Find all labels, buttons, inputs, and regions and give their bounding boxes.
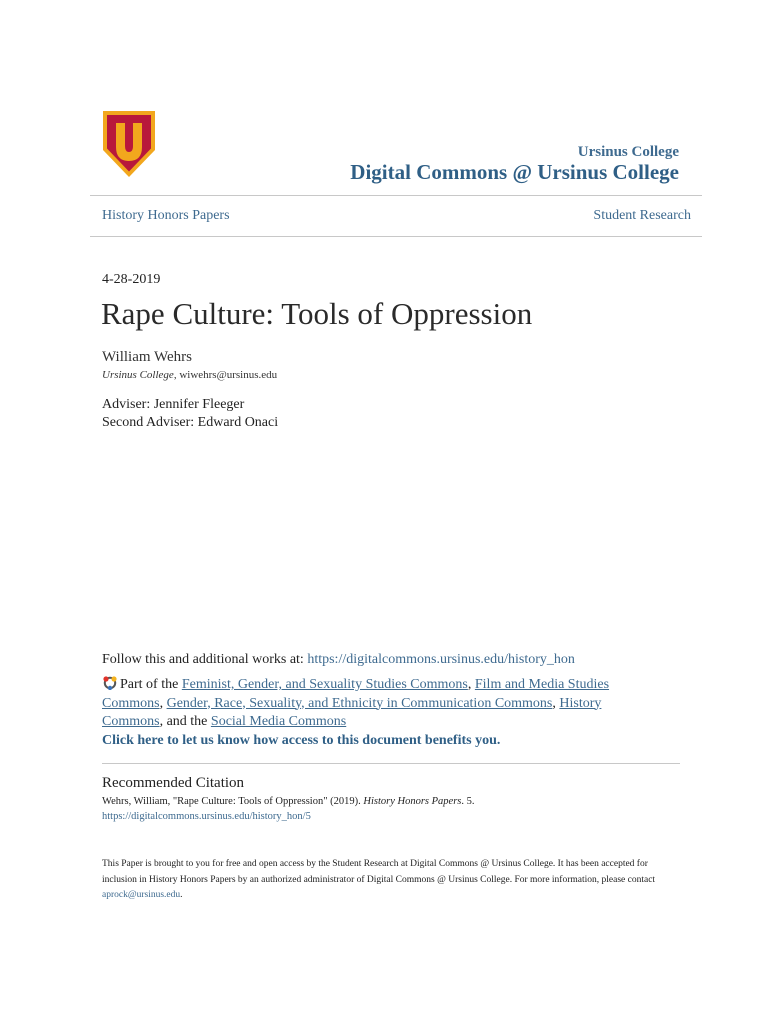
paper-title: Rape Culture: Tools of Oppression <box>101 296 533 331</box>
network-icon <box>102 676 118 690</box>
discipline-separator: , <box>552 695 560 711</box>
repository-name-link[interactable]: Digital Commons @ Ursinus College <box>350 160 679 184</box>
discipline-separator: , <box>467 677 475 692</box>
discipline-link-feminist-gender-sexuality[interactable]: Feminist, Gender, and Sexuality Studies Commons <box>181 677 468 692</box>
disciplines-prefix: Part of the <box>120 677 182 692</box>
author-email: wiwehrs@ursinus.edu <box>179 369 278 381</box>
series-link[interactable]: History Honors Papers <box>102 208 230 223</box>
citation-text-before: Wehrs, William, "Rape Culture: Tools of Oppression" (2019). <box>102 796 364 807</box>
contact-email-link[interactable]: aprock@ursinus.edu <box>102 890 181 900</box>
access-statement-text: This Paper is brought to you for free and open access by the Student Research at Digital Commons @ Ursinus College. It has been accepted for inclusion in History Honors Papers by an authorized administrator of Digital Commons @ Ursinus College. For more information, please contact <box>102 859 656 885</box>
citation-heading: Recommended Citation <box>102 775 245 791</box>
affiliation-separator: , <box>173 369 180 381</box>
access-statement-end: . <box>180 890 183 900</box>
discipline-link-film-media[interactable]: Film and Media Studies Commons <box>102 677 610 711</box>
follow-line <box>102 652 575 668</box>
discipline-separator: , <box>159 695 167 711</box>
citation-url-link[interactable]: https://digitalcommons.ursinus.edu/history_hon/5 <box>102 811 311 822</box>
series-url-link[interactable]: https://digitalcommons.ursinus.edu/history_hon <box>307 652 575 667</box>
citation-text <box>102 796 475 807</box>
nav-divider <box>90 236 702 237</box>
discipline-and-text: , and the <box>159 714 211 729</box>
citation-divider <box>102 763 680 764</box>
author-affiliation <box>102 369 277 381</box>
author-name: William Wehrs <box>102 349 192 365</box>
disciplines-paragraph <box>102 676 662 732</box>
header-divider <box>90 195 702 196</box>
second-adviser: Second Adviser: Edward Onaci <box>102 415 279 430</box>
ursinus-shield-logo[interactable] <box>100 108 158 180</box>
citation-journal: History Honors Papers <box>363 796 462 807</box>
follow-prefix: Follow this and additional works at: <box>102 652 308 667</box>
discipline-link-gender-race-communication[interactable]: Gender, Race, Sexuality, and Ethnicity in Communication Commons <box>166 695 553 711</box>
college-name-link[interactable]: Ursinus College <box>577 144 679 160</box>
adviser: Adviser: Jennifer Fleeger <box>102 397 245 412</box>
benefits-feedback-link[interactable]: Click here to let us know how access to this document benefits you. <box>102 733 501 748</box>
discipline-link-history[interactable]: History Commons <box>102 695 602 729</box>
access-statement <box>102 857 662 904</box>
publication-date: 4-28-2019 <box>102 272 161 287</box>
community-link[interactable]: Student Research <box>593 208 691 223</box>
discipline-link-social-media[interactable]: Social Media Commons <box>210 714 347 729</box>
citation-text-after: . 5. <box>461 796 475 807</box>
author-institution: Ursinus College <box>102 369 174 381</box>
